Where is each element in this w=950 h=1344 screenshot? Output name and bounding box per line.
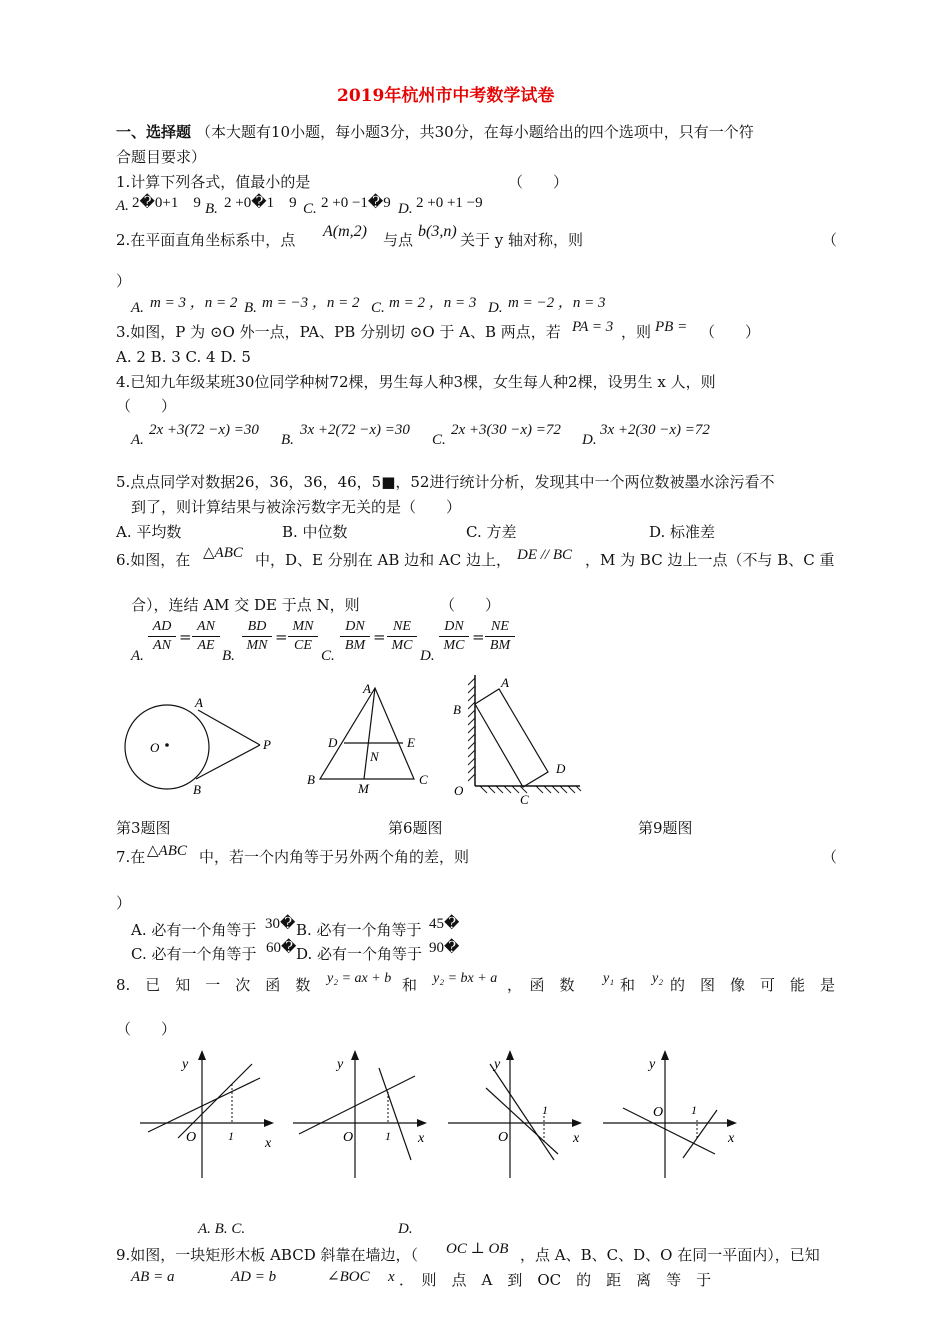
q6-frac-d-left: [439, 618, 469, 655]
q2-paren-close: ）: [116, 272, 132, 290]
q6-stem: 6.如图，在: [116, 551, 191, 569]
q8-y2: y₂: [652, 971, 664, 986]
q2-mid: 与点: [383, 231, 414, 249]
fig6-label-d: D: [328, 735, 338, 750]
q8c-line-2: [486, 1088, 558, 1154]
fig3-label-p: P: [263, 737, 271, 752]
q6-frac-d-left-den: MC: [439, 636, 469, 655]
fig9-label-c: C: [520, 792, 529, 807]
q6-frac-d-right-num: NE: [491, 619, 509, 634]
q7-option-c: C. 必有一个角等于: [131, 945, 257, 963]
section-heading: 一、选择题: [116, 123, 192, 141]
q8-options-abc: A. B. C.: [198, 1221, 246, 1237]
q3-condition: PA = 3: [572, 319, 614, 335]
q6-frac-a-right: [192, 618, 220, 655]
q3-options: A. 2 B. 3 C. 4 D. 5: [116, 348, 251, 366]
q2-option-b-expr: m = −3 ，n = 2: [262, 295, 360, 311]
q8d-x-arrow: [727, 1119, 737, 1127]
q1-option-a-label: A.: [116, 198, 129, 214]
q6-frac-c-left-den: BM: [340, 636, 370, 655]
q3-stem: 3.如图，P 为 ⊙O 外一点，PA、PB 分别切 ⊙O 于 A、B 两点，若: [116, 323, 561, 341]
q2-option-a-label: A.: [131, 300, 144, 316]
q7-option-b-value: 45�: [429, 916, 460, 932]
fig9-wall-hatch: [468, 678, 475, 781]
q5-option-d: D. 标准差: [649, 523, 716, 541]
q6-frac-b-left-num: BD: [247, 619, 267, 634]
q6-frac-d-left-num: DN: [444, 619, 464, 634]
q7-option-c-value: 60�: [266, 940, 297, 956]
fig3-tangent-pa: [198, 710, 260, 745]
q8-function-2: y₂ = bx + a: [433, 971, 498, 986]
q2-option-d-expr: m = −2 ，n = 3: [508, 295, 606, 311]
q8c-label-o: O: [498, 1130, 509, 1145]
q8a-x-arrow: [264, 1119, 274, 1127]
q2-point-a: A(m,2): [323, 223, 367, 240]
q2-option-c-expr: m = 2 ，n = 3: [389, 295, 477, 311]
q6-option-b-label: B.: [222, 648, 235, 664]
q8-option-d: D.: [398, 1221, 413, 1237]
q4-option-a-label: A.: [131, 432, 144, 448]
q8b-label-y: y: [337, 1057, 344, 1072]
q6-stem-line2: 合），连结 AM 交 DE 于点 N，则: [131, 596, 360, 614]
q8c-label-y: y: [494, 1057, 501, 1072]
q2-stem: 2.在平面直角坐标系中，点: [116, 231, 296, 249]
q8d-label-1: 1: [691, 1103, 697, 1117]
q8-graph-b: [293, 1048, 433, 1183]
q8b-label-o: O: [343, 1130, 354, 1145]
q2-tail: 关于 y 轴对称，则: [460, 231, 584, 249]
q9-stem: 9.如图，一块矩形木板 ABCD 斜靠在墙边，（: [116, 1246, 418, 1264]
q8-y1: y₁: [603, 971, 615, 986]
q1-option-c-expr: 2 +0 −1�9: [321, 195, 391, 211]
q1-option-b-expr: 2 +0�1 9: [224, 195, 297, 211]
q7-paren-close: ）: [116, 894, 132, 912]
q7-option-b: B. 必有一个角等于: [296, 921, 422, 939]
q6-frac-d-right-den: BM: [485, 636, 515, 655]
q6-frac-a-right-den: AE: [192, 636, 220, 655]
q6-frac-a-left-den: AN: [148, 636, 176, 655]
q6-option-a-label: A.: [131, 648, 144, 664]
q9-perp: OC ⊥ OB: [446, 1241, 509, 1257]
q3-answer-paren: （ ）: [700, 323, 761, 341]
q9-angle-x: x: [388, 1269, 395, 1285]
q6-answer-paren: （ ）: [440, 596, 501, 614]
q5-option-b: B. 中位数: [282, 523, 348, 541]
page-title: 2019年杭州市中考数学试卷: [337, 86, 555, 106]
q6-frac-d-right: [485, 618, 515, 655]
fig9-label-o: O: [454, 783, 464, 798]
fig3-label-b: B: [193, 782, 201, 797]
q5-stem: 5.点点同学对数据26，36，36，46，5■，52进行统计分析，发现其中一个两位数被墨水涂污看不: [116, 473, 775, 491]
q6-frac-c-right: [387, 618, 417, 655]
q1-option-a-expr: 2�0+1 9: [132, 195, 201, 211]
q9-ab: AB = a: [131, 1269, 175, 1285]
q7-option-d: D. 必有一个角等于: [296, 945, 423, 963]
q8-and: 和: [402, 976, 418, 994]
q8-stem-mid: ， 函 数: [507, 976, 575, 994]
fig9-ground-hatch: [480, 786, 581, 793]
q6-frac-a-left-num: AD: [152, 619, 172, 634]
q8c-x-arrow: [572, 1119, 582, 1127]
q3-tail: ，则: [621, 323, 652, 341]
figure-9: [450, 670, 590, 810]
q6-parallel: DE // BC: [517, 547, 572, 563]
q6-frac-a-right-num: AN: [197, 619, 215, 634]
section-description: （本大题有10小题，每小题3分，共30分，在每小题给出的四个选项中，只有一个符: [196, 123, 754, 141]
fig6-label-c: C: [419, 772, 428, 787]
q2-option-a-expr: m = 3 ，n = 2: [150, 295, 238, 311]
q2-option-c-label: C.: [371, 300, 385, 316]
fig3-label-a: A: [195, 695, 203, 710]
q8-and-2: 和: [620, 976, 636, 994]
q6-stem-tail: ，M 为 BC 边上一点（不与 B、C 重: [585, 551, 835, 569]
q3-ask: PB =: [655, 319, 688, 335]
q8-stem-tail: 的 图 像 可 能 是: [670, 976, 836, 994]
q9-stem-tail: ． 则 点 A 到 OC 的 距 离 等 于: [399, 1271, 712, 1289]
section-description-cont: 合题目要求）: [116, 148, 207, 166]
figure-6: [300, 675, 440, 805]
q2-paren-open: （: [822, 231, 838, 249]
q6-frac-a-left: [148, 618, 176, 655]
fig9-caption: 第9题图: [638, 819, 693, 837]
q8c-label-1: 1: [542, 1103, 548, 1117]
fig9-label-a: A: [501, 675, 509, 690]
fig9-label-b: B: [453, 702, 461, 717]
q6-eq-a: =: [179, 628, 192, 646]
q4-option-c-label: C.: [432, 432, 446, 448]
q8d-label-x: x: [728, 1131, 735, 1146]
fig6-caption: 第6题图: [388, 819, 443, 837]
figure-3: [115, 690, 295, 820]
q8a-label-x: x: [265, 1136, 272, 1151]
q8c-y-arrow: [506, 1050, 514, 1060]
q8d-line-1: [623, 1108, 715, 1154]
q8a-label-1: 1: [228, 1129, 234, 1143]
q8b-line-1: [299, 1076, 415, 1134]
q8b-label-x: x: [418, 1131, 425, 1146]
q6-frac-b-right-den: CE: [288, 636, 318, 655]
q1-option-d-label: D.: [398, 201, 413, 217]
q2-option-b-label: B.: [244, 300, 257, 316]
q9-stem-mid: ，点 A、B、C、D、O 在同一平面内），已知: [520, 1246, 820, 1264]
q6-frac-c-right-den: MC: [387, 636, 417, 655]
q8-stem: 8. 已 知 一 次 函 数: [116, 976, 311, 994]
fig3-center-dot: [165, 743, 169, 747]
q9-ad: AD = b: [231, 1269, 277, 1285]
q1-stem: 1.计算下列各式，值最小的是: [116, 173, 311, 191]
q6-eq-b: =: [275, 628, 288, 646]
q6-stem-mid: 中，D、E 分别在 AB 边和 AC 边上，: [255, 551, 511, 569]
q2-option-d-label: D.: [488, 300, 503, 316]
q6-frac-c-left-num: DN: [345, 619, 365, 634]
q6-option-d-label: D.: [420, 648, 435, 664]
fig6-label-b: B: [307, 772, 315, 787]
fig9-label-d: D: [556, 761, 566, 776]
q8-graph-d: [603, 1048, 743, 1183]
q4-option-b-expr: 3x +2(72 −x) =30: [300, 422, 410, 438]
q8b-y-arrow: [351, 1050, 359, 1060]
q8d-line-2: [683, 1110, 717, 1158]
q5-option-a: A. 平均数: [116, 523, 182, 541]
fig6-label-n: N: [370, 749, 379, 764]
q4-option-c-expr: 2x +3(30 −x) =72: [451, 422, 561, 438]
q8-answer-paren: （ ）: [116, 1020, 177, 1038]
fig6-label-e: E: [407, 735, 415, 750]
fig6-segment-am: [364, 688, 375, 779]
q2-point-b: b(3,n): [418, 223, 457, 240]
q6-frac-b-right: [288, 618, 318, 655]
q7-triangle: △ABC: [147, 843, 187, 859]
q1-answer-paren: （ ）: [508, 173, 569, 191]
q4-option-d-expr: 3x +2(30 −x) =72: [600, 422, 710, 438]
q7-paren-open: （: [822, 848, 838, 866]
q7-option-a-value: 30�: [265, 916, 296, 932]
q9-angle: ∠BOC: [327, 1269, 370, 1285]
fig3-caption: 第3题图: [116, 819, 171, 837]
q6-frac-b-right-num: MN: [292, 619, 314, 634]
q6-frac-b-left-den: MN: [242, 636, 272, 655]
q5-option-c: C. 方差: [466, 523, 517, 541]
q6-eq-d: =: [472, 628, 485, 646]
q6-option-c-label: C.: [321, 648, 335, 664]
q8-graph-a: [140, 1048, 280, 1183]
q4-option-b-label: B.: [281, 432, 294, 448]
q7-option-d-value: 90�: [429, 940, 460, 956]
q7-stem-tail: 中，若一个内角等于另外两个角的差，则: [199, 848, 470, 866]
fig3-circle: [125, 705, 209, 789]
fig9-board: [475, 689, 548, 787]
q8a-label-o: O: [186, 1130, 197, 1145]
q8a-line-1: [148, 1078, 260, 1132]
q4-answer-paren: （ ）: [116, 397, 177, 415]
q1-option-d-expr: 2 +0 +1 −9: [416, 195, 483, 211]
q8a-y-arrow: [198, 1050, 206, 1060]
q4-option-d-label: D.: [582, 432, 597, 448]
q8b-x-arrow: [417, 1119, 427, 1127]
q8b-line-2: [379, 1068, 411, 1160]
q4-option-a-expr: 2x +3(72 −x) =30: [149, 422, 259, 438]
q8a-line-2: [178, 1064, 252, 1138]
q5-stem-cont: 到了，则计算结果与被涂污数字无关的是（ ）: [131, 498, 462, 516]
q6-triangle: △ABC: [203, 545, 243, 561]
q4-stem: 4.已知九年级某班30位同学种树72棵，男生每人种3棵，女生每人种2棵，设男生 x 人，则: [116, 373, 716, 391]
fig6-triangle: [320, 688, 414, 779]
q7-stem: 7.在: [116, 848, 146, 866]
q6-frac-b-left: [242, 618, 272, 655]
q6-frac-c-left: [340, 618, 370, 655]
q7-option-a: A. 必有一个角等于: [131, 921, 257, 939]
q1-option-c-label: C.: [303, 201, 317, 217]
q8c-label-x: x: [573, 1131, 580, 1146]
q6-frac-c-right-num: NE: [393, 619, 411, 634]
fig6-label-a: A: [363, 681, 371, 696]
q8a-label-y: y: [182, 1057, 189, 1072]
q6-eq-c: =: [373, 628, 386, 646]
q8d-label-y: y: [649, 1057, 656, 1072]
q8-function-1: y₂ = ax + b: [327, 971, 392, 986]
q1-option-b-label: B.: [205, 201, 218, 217]
q8-graph-c: [448, 1048, 588, 1183]
fig3-label-o: O: [150, 740, 160, 755]
fig6-label-m: M: [358, 781, 369, 796]
q8b-label-1: 1: [385, 1129, 391, 1143]
q8d-label-o: O: [653, 1105, 664, 1120]
q8d-y-arrow: [661, 1050, 669, 1060]
